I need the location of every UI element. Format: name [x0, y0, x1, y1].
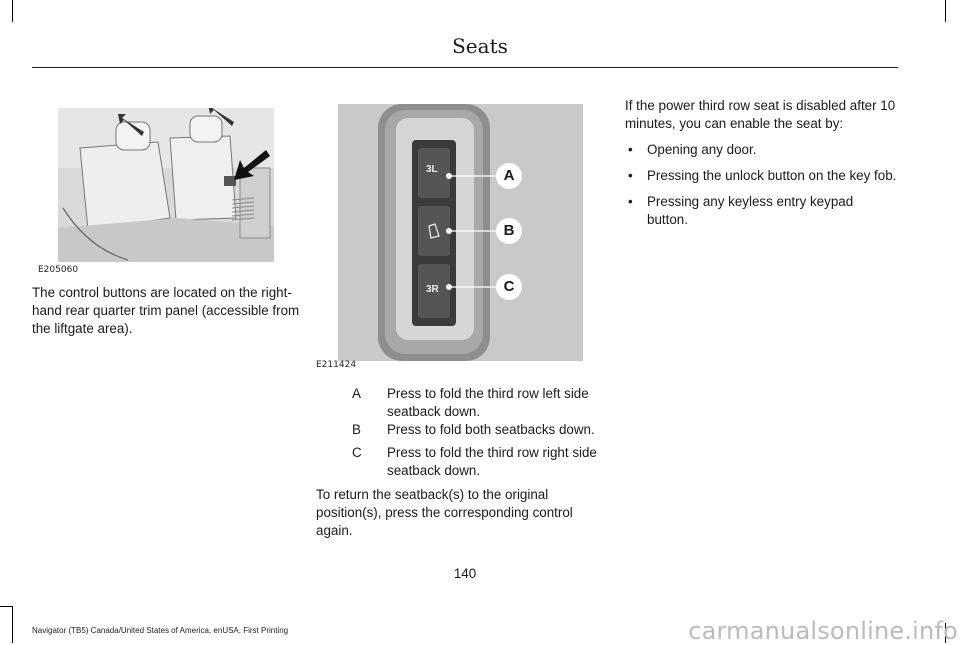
page-number: 140 [453, 566, 477, 581]
figure-code-middle: E211424 [316, 360, 357, 370]
legend-key: C [352, 445, 362, 460]
legend-row-c [352, 444, 652, 480]
legend-text: Press to fold both seatbacks down. [387, 422, 595, 437]
middle-paragraph [316, 486, 608, 540]
list-item [625, 167, 897, 185]
list-item [625, 193, 897, 229]
middle-paragraph-text: To return the seatback(s) to the original position(s), press the corresponding control again. [316, 487, 573, 538]
left-paragraph [32, 284, 308, 338]
legend-row-b [352, 421, 652, 439]
rear-seat-illustration [58, 108, 274, 262]
rear-seat-figure [58, 108, 274, 262]
button-label-3r: 3R [426, 284, 439, 295]
legend-text: Press to fold the third row left side seatback down. [387, 386, 589, 419]
crop-mark-bottom-left-h [0, 606, 13, 607]
callout-c: C [503, 278, 515, 295]
list-item-text: Pressing the unlock button on the key fob. [647, 168, 897, 183]
bullet: • [628, 142, 633, 157]
crop-mark-top-right-v [945, 0, 946, 22]
legend-key: B [352, 422, 361, 437]
crop-mark-top-left-v [12, 0, 13, 22]
page-title: Seats [452, 34, 508, 58]
bullet: • [628, 194, 633, 209]
right-column [625, 97, 897, 237]
legend-row-a [352, 385, 652, 421]
callout-a: A [503, 167, 515, 184]
list-item-text: Opening any door. [647, 142, 757, 157]
watermark: carmanualsonline.info [688, 617, 958, 645]
figure-code-left: E205060 [38, 265, 79, 275]
crop-mark-bottom-left-v [12, 606, 13, 643]
left-paragraph-text: The control buttons are located on the right-hand rear quarter trim panel (accessible from the liftgate area). [32, 285, 300, 336]
bullet: • [628, 168, 633, 183]
right-intro: If the power third row seat is disabled after 10 minutes, you can enable the seat by: [625, 98, 896, 131]
legend-key: A [352, 386, 361, 401]
control-buttons-illustration [338, 104, 583, 361]
callout-b: B [503, 222, 515, 239]
legend-text: Press to fold the third row right side seatback down. [387, 445, 597, 478]
control-buttons-figure [338, 104, 583, 361]
list-item [625, 141, 897, 159]
button-label-3l: 3L [426, 164, 438, 175]
list-item-text: Pressing any keyless entry keypad button. [647, 194, 854, 227]
title-rule [32, 67, 898, 68]
control-buttons-marker [224, 176, 236, 186]
enable-seat-list [625, 141, 897, 229]
footer-note: Navigator (TB5) Canada/United States of America, enUSA, First Printing [32, 626, 289, 635]
